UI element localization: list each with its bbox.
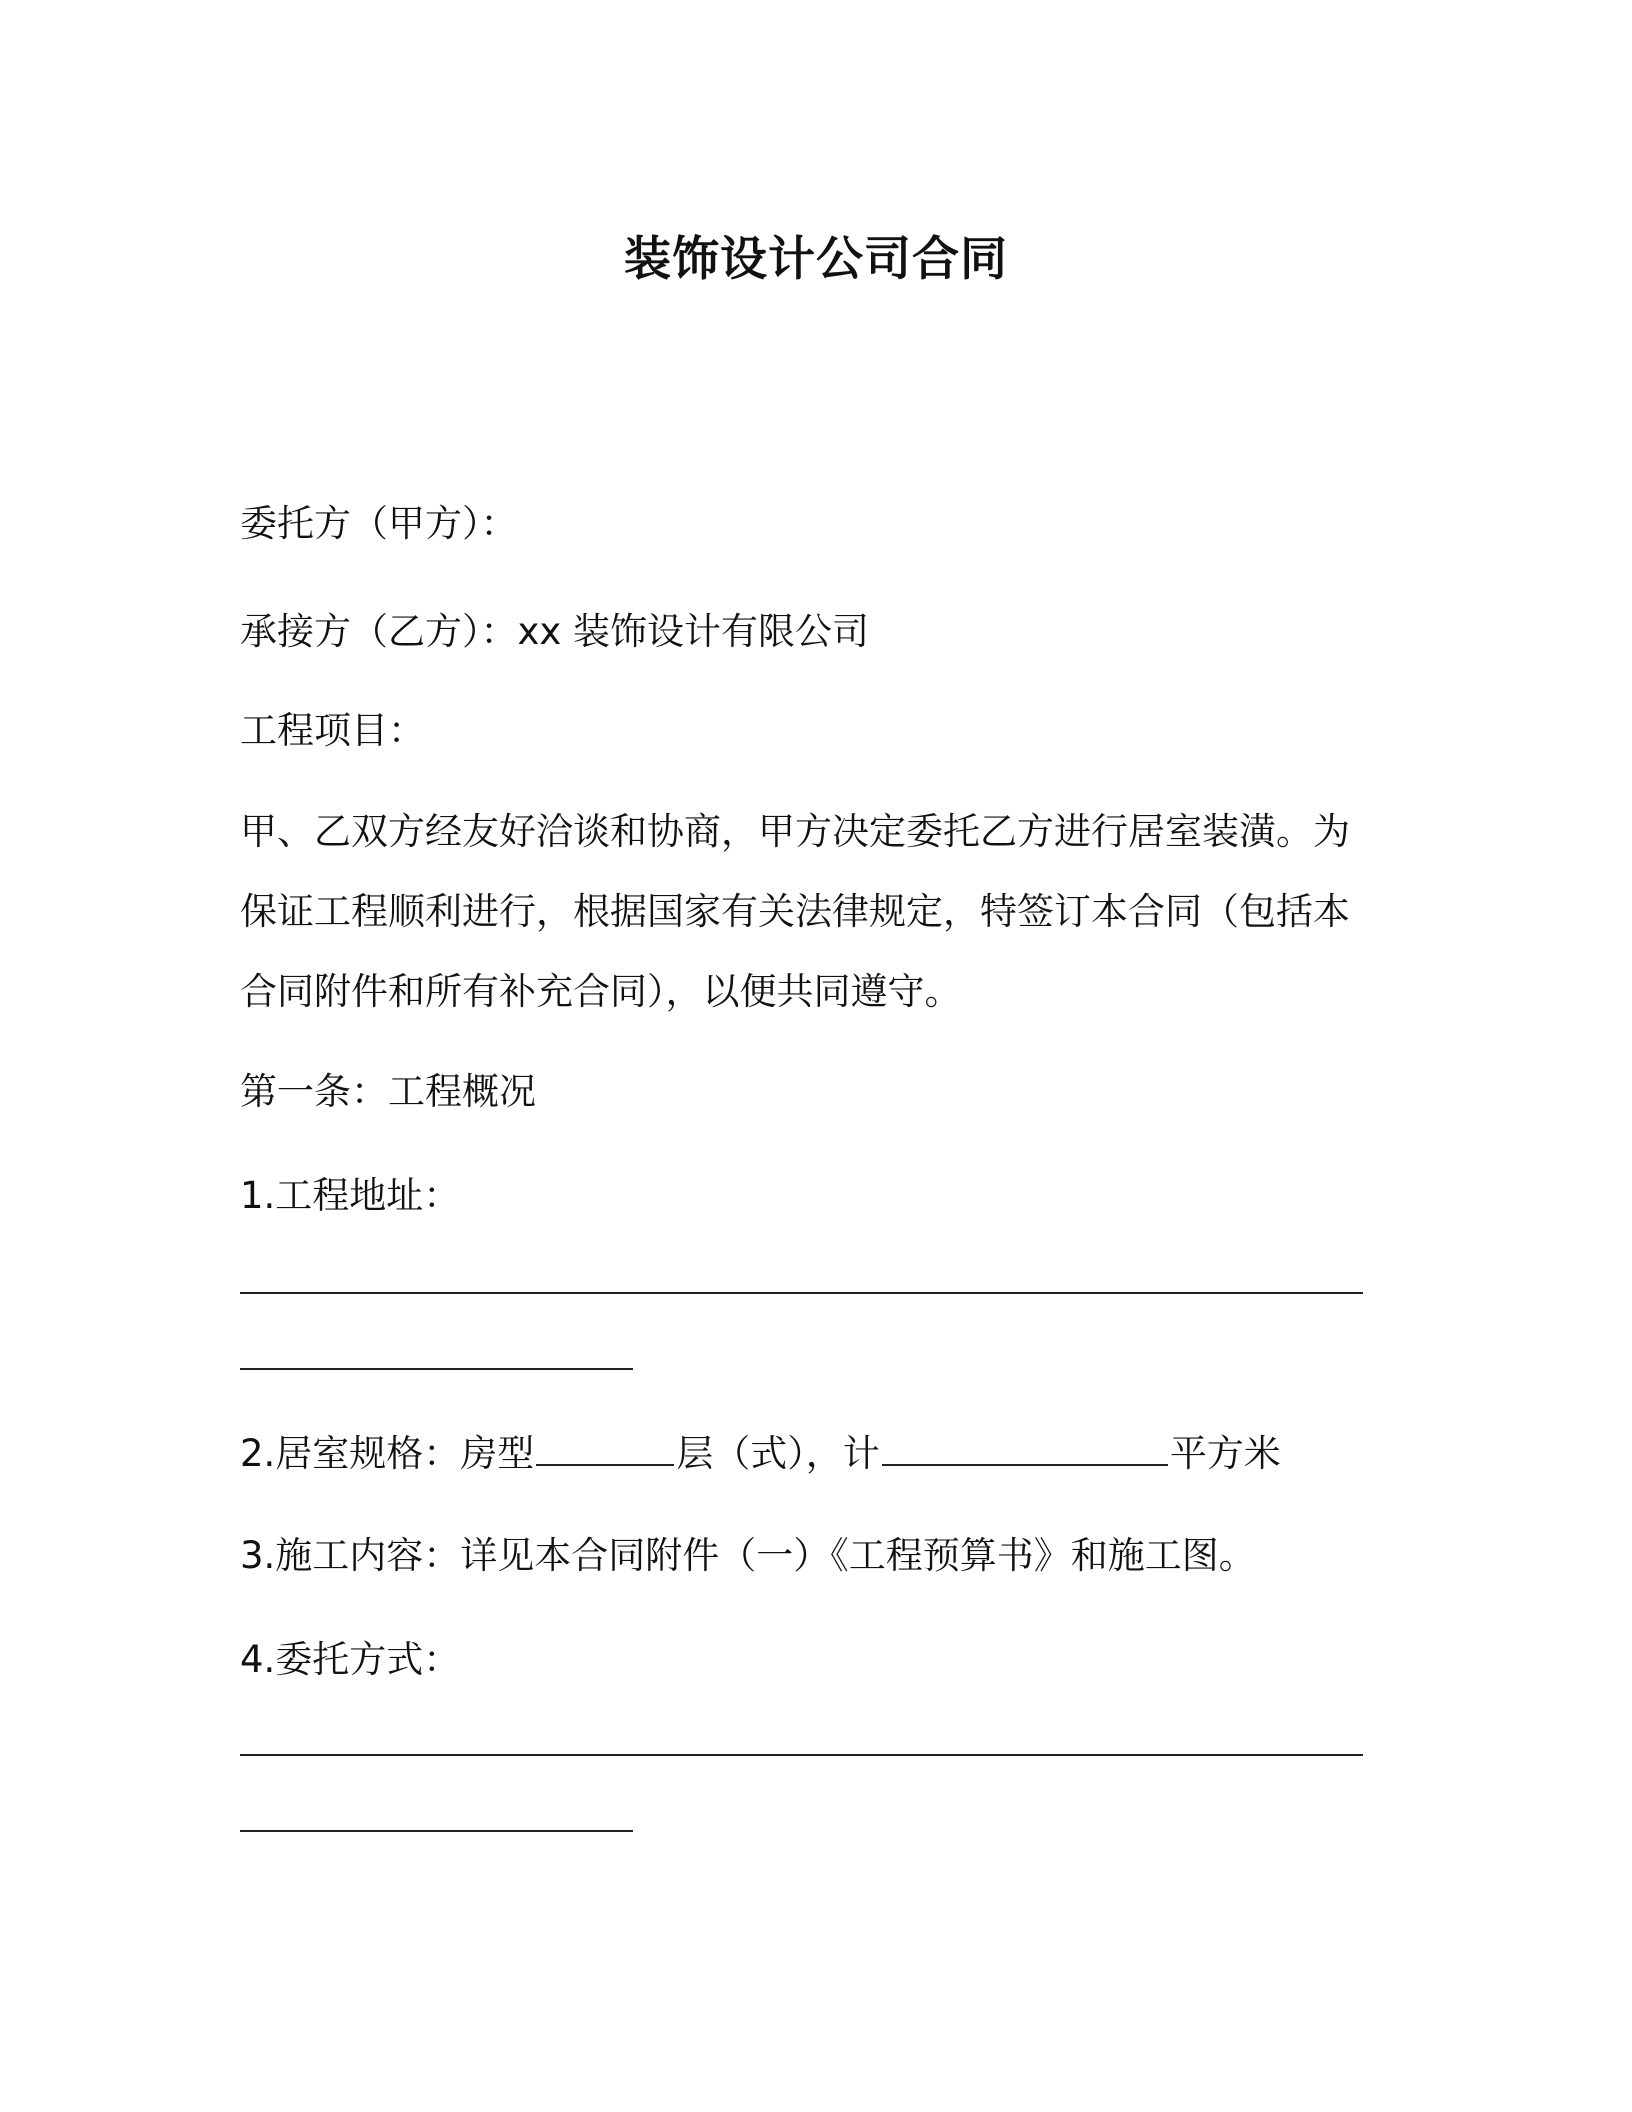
address-blank-line-2 [240, 1368, 633, 1370]
party-b-line: 承接方（乙方）：xx 装饰设计有限公司 [240, 610, 870, 653]
item-3-construction: 3.施工内容：详见本合同附件（一）《工程预算书》和施工图。 [240, 1534, 1256, 1577]
commission-blank-line-2 [240, 1830, 633, 1832]
item-2-room-spec [240, 1430, 1281, 1478]
intro-line: 保证工程顺利进行，根据国家有关法律规定，特签订本合同（包括本 [240, 890, 1350, 933]
commission-blank-line-1 [240, 1754, 1363, 1756]
intro-line: 甲、乙双方经友好洽谈和协商，甲方决定委托乙方进行居室装潢。为 [240, 810, 1350, 853]
room-spec-prefix: 2.居室规格：房型 [240, 1432, 535, 1475]
intro-paragraph [240, 792, 1370, 1032]
room-spec-suffix: 平方米 [1169, 1432, 1281, 1475]
intro-line: 合同附件和所有补充合同），以便共同遵守。 [240, 970, 962, 1013]
party-a-line: 委托方（甲方）： [240, 502, 518, 545]
document-title: 装饰设计公司合同 [624, 232, 1008, 287]
project-line: 工程项目： [240, 709, 425, 752]
address-blank-line-1 [240, 1292, 1363, 1294]
room-spec-middle: 层（式），计 [676, 1432, 880, 1475]
area-blank [882, 1430, 1168, 1466]
item-4-commission: 4.委托方式： [240, 1638, 461, 1681]
item-1-address: 1.工程地址： [240, 1174, 461, 1217]
room-type-blank [536, 1430, 674, 1466]
article-1-heading: 第一条：工程概况 [240, 1070, 536, 1113]
